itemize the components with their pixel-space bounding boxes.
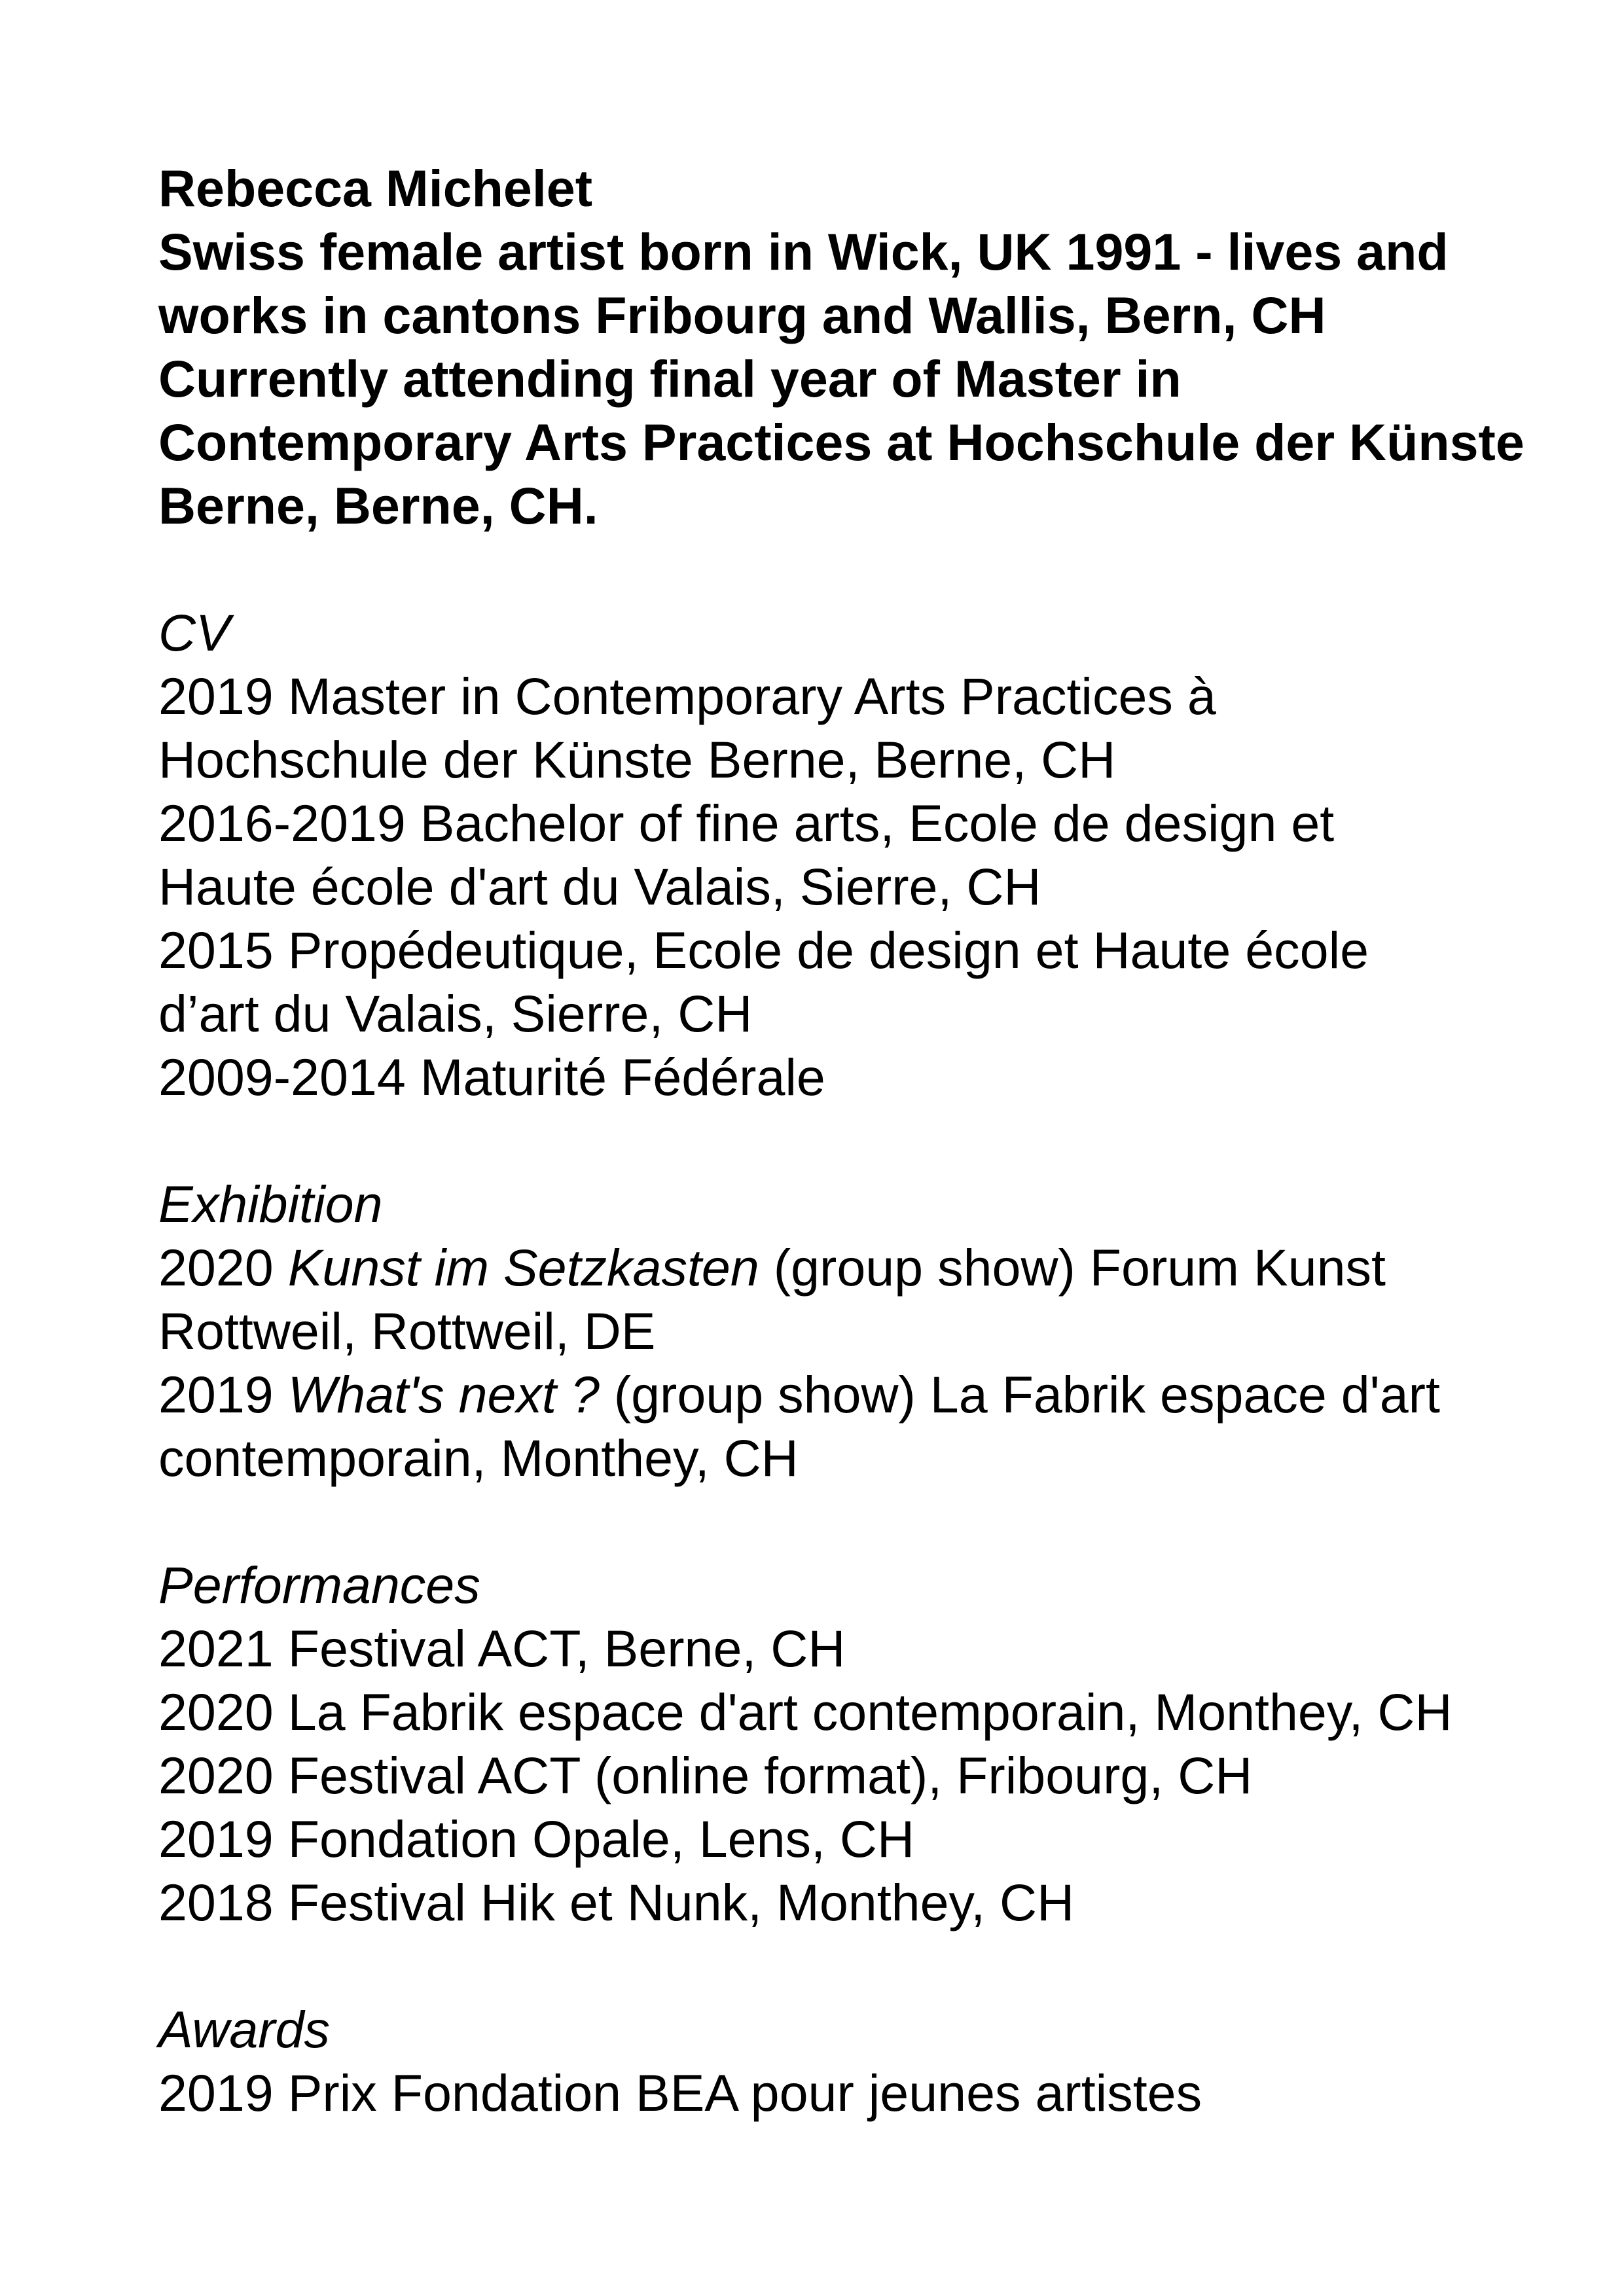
section-line: [158, 1236, 1481, 1299]
intro-line: [158, 156, 1481, 220]
text-segment: 2020: [158, 1238, 288, 1297]
section-heading-exhibition: [158, 1172, 1481, 1236]
italic-text-segment: CV: [158, 603, 230, 662]
text-segment: 2019: [158, 1365, 288, 1424]
section-line: [158, 1045, 1481, 1109]
text-segment: Rebecca Michelet: [158, 159, 593, 217]
italic-text-segment: Kunst im Setzkasten: [287, 1238, 759, 1297]
text-segment: 2016-2019 Bachelor of fine arts, Ecole de design et: [158, 794, 1335, 852]
intro-line: [158, 410, 1525, 474]
italic-text-segment: Performances: [158, 1556, 480, 1614]
section-line: [158, 1426, 1481, 1490]
text-segment: 2019 Prix Fondation BEA pour jeunes artistes: [158, 2064, 1202, 2122]
section-line: [158, 1299, 1481, 1363]
text-segment: 2018 Festival Hik et Nunk, Monthey, CH: [158, 1873, 1075, 1931]
section-line: [158, 1744, 1481, 1807]
intro-line: [158, 283, 1481, 347]
section-heading-awards: [158, 1998, 1481, 2061]
section-line: [158, 982, 1481, 1045]
section-line: [158, 855, 1481, 918]
text-segment: Haute école d'art du Valais, Sierre, CH: [158, 857, 1041, 916]
text-segment: 2019 Master in Contemporary Arts Practices à: [158, 667, 1216, 725]
blank-line: [158, 1109, 1481, 1172]
text-segment: (group show) La Fabrik espace d'art: [599, 1365, 1440, 1424]
text-segment: 2020 Festival ACT (online format), Fribourg, CH: [158, 1746, 1253, 1804]
section-line: [158, 1807, 1481, 1871]
intro-line: [158, 220, 1481, 283]
section-line: [158, 791, 1481, 855]
section-line: [158, 1617, 1481, 1680]
text-segment: 2019 Fondation Opale, Lens, CH: [158, 1810, 915, 1868]
text-segment: 2015 Propédeutique, Ecole de design et Haute école: [158, 921, 1369, 979]
text-segment: d’art du Valais, Sierre, CH: [158, 984, 753, 1043]
blank-line: [158, 1490, 1481, 1553]
section-heading-cv: [158, 601, 1481, 664]
text-segment: Rottweil, Rottweil, DE: [158, 1302, 656, 1360]
section-line: [158, 1680, 1481, 1744]
section-line: [158, 1871, 1481, 1934]
text-segment: Hochschule der Künste Berne, Berne, CH: [158, 730, 1116, 789]
intro-line: [158, 474, 1481, 537]
text-segment: contemporain, Monthey, CH: [158, 1429, 799, 1487]
blank-line: [158, 1934, 1481, 1998]
section-line: [158, 664, 1481, 728]
section-line: [158, 1363, 1481, 1426]
section-heading-performances: [158, 1553, 1481, 1617]
text-segment: 2009-2014 Maturité Fédérale: [158, 1048, 825, 1106]
text-segment: (group show) Forum Kunst: [759, 1238, 1386, 1297]
italic-text-segment: Awards: [158, 2000, 330, 2058]
section-line: [158, 2061, 1481, 2125]
blank-line: [158, 537, 1481, 601]
text-segment: 2020 La Fabrik espace d'art contemporain, Monthey, CH: [158, 1683, 1453, 1741]
cv-document: [158, 156, 1525, 2125]
text-segment: Contemporary Arts Practices at Hochschule der Künste: [158, 413, 1525, 471]
section-line: [158, 918, 1481, 982]
text-segment: Berne, Berne, CH.: [158, 476, 598, 535]
text-segment: Currently attending final year of Master in: [158, 350, 1182, 408]
section-line: [158, 728, 1481, 791]
italic-text-segment: What's next ?: [287, 1365, 600, 1424]
text-segment: Swiss female artist born in Wick, UK 1991 - lives and: [158, 223, 1449, 281]
text-segment: works in cantons Fribourg and Wallis, Bern, CH: [158, 286, 1326, 344]
italic-text-segment: Exhibition: [158, 1175, 383, 1233]
intro-line: [158, 347, 1481, 410]
text-segment: 2021 Festival ACT, Berne, CH: [158, 1619, 846, 1677]
